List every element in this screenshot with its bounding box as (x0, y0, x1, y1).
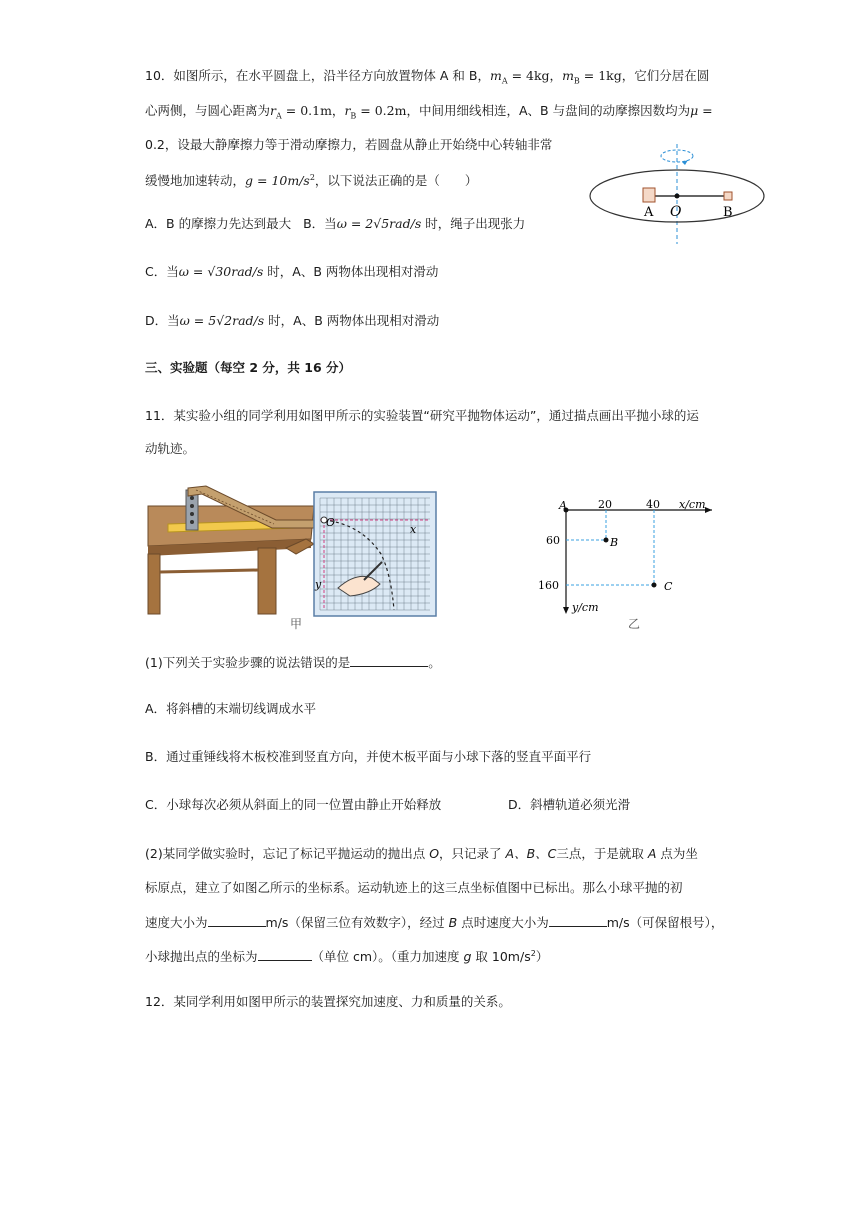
q11-sup: 2 (530, 949, 536, 958)
block-b (724, 192, 732, 200)
q10-line3: 0.2，设最大静摩擦力等于滑动摩擦力，若圆盘从静止开始绕中心转轴非常 (145, 137, 553, 152)
q11-sub2-line4 (145, 945, 548, 966)
q10-option-a: A．B 的摩擦力先达到最大 (145, 216, 292, 231)
y-tick-60: 60 (546, 534, 560, 547)
q11-text: 点为坐 (656, 846, 698, 861)
q10-option-c (145, 263, 438, 281)
coordinate-figure-yi (532, 496, 722, 630)
q10-option-b-formula: ω = 2√5rad/s (336, 216, 422, 231)
q10-option-b-post: 时，绳子出现张力 (425, 216, 526, 231)
q10-rB: r (344, 103, 351, 118)
y-axis-label: y/cm (572, 601, 599, 614)
q11-sub1-text: (1)下列关于实验步骤的说法错误的是 (145, 655, 351, 670)
q11-sub2-line2: 标原点，建立了如图乙所示的坐标系。运动轨迹上的这三点坐标值图中已标出。那么小球平抛的初 (145, 880, 683, 895)
q10-rA-sub: A (276, 111, 282, 121)
answer-blank[interactable] (350, 652, 428, 667)
q11-text: m/s（保留三位有效数字），经过 (265, 915, 449, 930)
answer-blank[interactable] (258, 946, 312, 961)
x-axis-label: x/cm (679, 498, 706, 511)
table-rail (160, 570, 258, 572)
q12-line1: 12．某同学利用如图甲所示的装置探究加速度、力和质量的关系。 (145, 994, 511, 1009)
center-o (675, 194, 680, 199)
caption-yi: 乙 (628, 617, 641, 630)
q11-b: B (448, 915, 458, 930)
q11-text: 速度大小为 (145, 915, 208, 930)
q11-option-d: D．斜槽轨道必须光滑 (508, 797, 631, 812)
q11-option-a: A．将斜槽的末端切线调成水平 (145, 701, 317, 716)
q11-text: m/s（可保留根号）， (606, 915, 724, 930)
q10-option-d-formula: ω = 5√2rad/s (179, 313, 265, 328)
q11-line1: 11．某实验小组的同学利用如图甲所示的实验装置“研究平抛物体运动”，通过描点画出平抛小球的运 (145, 408, 699, 423)
q10-mB: m (562, 68, 574, 83)
q11-option-b: B．通过重锤线将木板校准到竖直方向，并使木板平面与小球下落的竖直平面平行 (145, 749, 592, 764)
point-b (604, 538, 609, 543)
q11-o: O (429, 846, 440, 861)
label-o: O (670, 204, 682, 220)
y-arrow-icon (563, 607, 569, 614)
q10-text: ，以下说法正确的是（ ） (314, 173, 478, 189)
q10-option-d (145, 312, 439, 330)
q10-mA-sub: A (501, 76, 508, 86)
q10-line2 (145, 102, 713, 126)
q10-text: 中间用细线相连，A、B 与盘间的动摩擦因数均为 (418, 103, 691, 118)
q10-options-ab (145, 215, 525, 233)
q11-text: ，只记录了 (439, 846, 506, 861)
q11-sub1-end: 。 (428, 655, 441, 670)
q10-text: C．当 (145, 264, 179, 279)
q11-sub2-line1 (145, 845, 698, 863)
q11-line2: 动轨迹。 (145, 441, 196, 456)
q10-g-sup: 2 (309, 173, 315, 182)
x-arrow-icon (705, 507, 712, 513)
label-origin-a: A (559, 499, 567, 512)
q10-mA: m (489, 68, 502, 83)
table-leg (148, 554, 160, 614)
section-heading: 三、实验题（每空 2 分，共 16 分） (145, 360, 352, 375)
q10-rA: r (270, 103, 276, 118)
q10-text: 时，A、B 两物体出现相对滑动 (267, 264, 439, 279)
point-c (652, 583, 657, 588)
q11-option-c: C．小球每次必须从斜面上的同一位置由静止开始释放 (145, 797, 442, 812)
q10-text: 它们分居在圆 (634, 68, 710, 83)
apparatus-figure-jia (146, 484, 446, 630)
label-o: O (326, 516, 336, 529)
q10-rB-sub: B (350, 111, 357, 121)
q10-rB-val: = 0.2m， (356, 103, 419, 118)
y-tick-160: 160 (538, 579, 559, 592)
answer-blank[interactable] (208, 912, 266, 927)
q11-text: 取 10m/s (471, 949, 531, 965)
x-tick-20: 20 (598, 498, 612, 511)
label-y: y (315, 578, 322, 591)
q10-text: D．当 (145, 313, 180, 328)
label-c: C (664, 580, 673, 593)
q10-mA-val: = 4kg， (507, 68, 563, 83)
caption-jia: 甲 (290, 617, 303, 630)
q11-text: 三点，于是就取 (556, 846, 648, 861)
q11-text: (2)某同学做实验时，忘记了标记平抛运动的抛出点 (145, 846, 430, 861)
answer-blank[interactable] (549, 912, 607, 927)
q10-line1 (145, 67, 709, 91)
q10-option-c-formula: ω = √30rad/s (178, 264, 264, 279)
x-tick-40: 40 (646, 498, 660, 511)
q10-line4 (145, 169, 477, 190)
q11-text: 小球抛出点的坐标为 (145, 949, 258, 965)
q11-text: ） (535, 949, 549, 965)
q10-mu: μ = (690, 103, 713, 118)
q10-mB-val: = 1kg， (579, 68, 635, 83)
q10-text: 缓慢地加速转动， (145, 173, 246, 189)
q11-abc: A、B、C (505, 846, 557, 861)
block-a (643, 188, 655, 202)
label-b: B (723, 205, 733, 220)
table-leg (258, 548, 276, 614)
q10-text: 心两侧，与圆心距离为 (145, 103, 271, 118)
q11-a: A (647, 846, 657, 861)
q11-sub2-line3 (145, 912, 723, 932)
q11-text: （单位 cm）。（重力加速度 (311, 949, 464, 965)
label-b: B (610, 536, 619, 549)
q11-g: g (463, 949, 472, 965)
label-a: A (644, 205, 654, 220)
q10-disc-figure (588, 142, 768, 246)
q10-rA-val: = 0.1m， (281, 103, 345, 118)
label-x: x (410, 523, 417, 536)
q10-text: 10．如图所示，在水平圆盘上，沿半径方向放置物体 A 和 B， (145, 68, 490, 83)
q11-sub1 (145, 652, 441, 672)
q10-mB-sub: B (573, 76, 580, 86)
q10-text: 时，A、B 两物体出现相对滑动 (268, 313, 440, 328)
q10-option-b: B．当 (303, 216, 337, 231)
q10-g: g = 10m/s (245, 173, 310, 189)
q11-text: 点时速度大小为 (457, 915, 549, 930)
